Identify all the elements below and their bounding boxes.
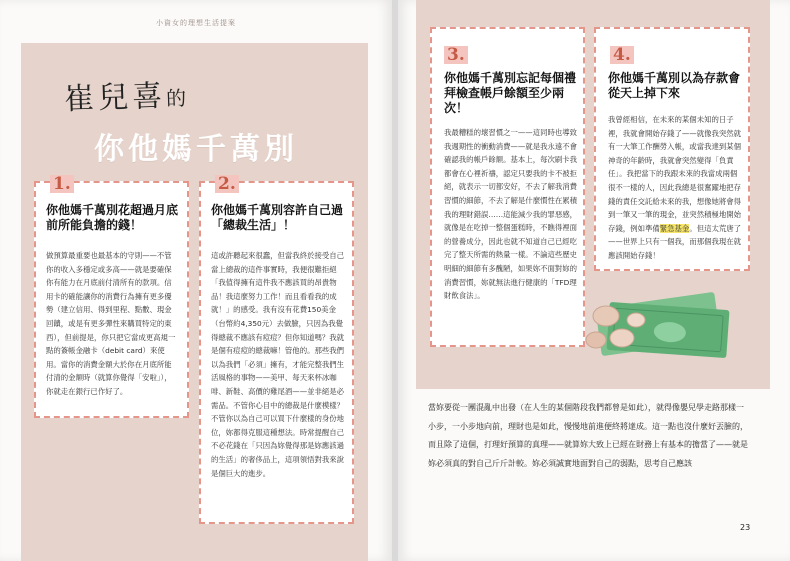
- tip-title: 你他媽千萬別以為存款會從天上掉下來: [608, 71, 741, 100]
- handwritten-title-suffix: 的: [165, 85, 191, 111]
- running-head: 小資女的理想生活提案: [156, 19, 236, 27]
- left-page: [0, 0, 392, 561]
- tip-body-after: 。但這太荒唐了——世界上只有一個我，而那個我現在就應該開始存錢！: [608, 223, 742, 260]
- tip-body: 我最糟糕的壞習慣之一——這同時也導致我週期性的衝動消費——就是我永遠不會確認我的帳戶餘額。基本上，每次刷卡我都會在心裡祈禱，認定只要我的卡不被拒絕，就表示一切都安好，不去了解我消費習慣的細節，不去了解是什麼慣性在累積我的理財錯誤……這能減少我的罪惡感，就像是在吃掉一整個蛋糕時，不瞧得裡面的營養成分，因此也就不知道自己已經吃完了整天所需的熱量一樣。不論這些歷史明細的細節有多醜陋，如果妳不面對妳的消費習慣，妳就無法進行健康的「TFD理財飲食法」。: [444, 128, 578, 301]
- tip-title: 你他媽千萬別容許自己過「總裁生活」！: [211, 203, 344, 232]
- tip-card-3: [430, 27, 585, 347]
- chapter-title: 你他媽千萬別: [94, 132, 298, 167]
- tip-title: 你他媽千萬別忘記每個禮拜檢查帳戶餘額至少兩次！: [444, 71, 577, 115]
- tip-card-2: [199, 174, 354, 524]
- paragraph-text: 當妳要從一團混亂中出發（在人生的某個階段我們都曾是如此），就得像嬰兒學走路那樣一小步，一小步地向前，理財也是如此，慢慢地前進便終將達成。這一點也沒什麼好丟臉的，而且除了這個，打理好預算的真理——就算妳大致上已經在財務上有基本的擔當了——就是妳必須真的對自己斤斤計較。妳必須誠實地面對自己的弱點，思考自己應該: [428, 403, 748, 468]
- tip-body: 做預算最重要也最基本的守則——不管你的收入多穩定或多高——就是要確保你有能力在月底前付清所有的款項。信用卡的確能讓你的消費行為擁有更多優勢（建立信用、得到里程、點數、現金回饋，或是有更多彈性來購買特定的東西），但前提是，你只把它當成更高規一點的簽帳金融卡（debit card）來使用。當你的消費金額大於你在月底所能付清的金額時（就算你覺得「安啦」），你就走在銀行已作好了。: [46, 251, 176, 396]
- handwritten-title: [63, 70, 190, 118]
- handwritten-title-main: 崔兒喜: [63, 78, 167, 118]
- body-paragraph: [428, 399, 748, 473]
- tip-body-before: 我曾經相信，在未來的某個未知的日子裡，我就會開始存錢了——就像我突然就有一大筆工作酬勞入帳，或當我達到某個神奇的年齡時，我就會突然變得「負責任」。我把當下的我跟未來的我當成兩個很不一樣的人，因此我總是很奮躍地把存錢的責任交託給未來的我，想像她將會得到一筆又一筆的現金，並突然積極地開始存錢，例如準備: [608, 115, 742, 233]
- tip-number: 3.: [444, 46, 468, 64]
- highlighted-term: 緊急基金: [659, 223, 690, 233]
- tip-number: 2.: [215, 175, 239, 193]
- tip-number: 1.: [50, 175, 74, 193]
- page-number: 23: [740, 523, 751, 532]
- tip-card-4: [594, 27, 750, 271]
- tip-body: [608, 113, 742, 263]
- tip-card-1: [34, 174, 189, 418]
- tip-body: 這或許聽起來很蠢，但當我終於接受自己當上總裁的這件事實時，我便很難拒絕「我值得擁有這件我不應該買的昂貴物品！我這麼努力工作！而且看看我的成就！」的感受。我有沒有花費150美金（台幣約4,350元）去做臉，只因為我覺得總裁不應該有痘痘？但你知道嗎？我就是個有痘痘的總裁嘛！管他的。那些我們以為我們「必須」擁有，才能完整我們生活風格的事物——美甲、每天來杯冰咖啡、新鞋、高價的雞尾酒——並非絕是必需品。不管你心目中的總裁是什麼模樣？不管你以為自己可以買下什麼樣的身份地位，妳都得克服這種想法。時常提醒自己不必花錢在「只因為妳覺得那是妳應該過的生活」的奢侈品上，這項領悟對我來說是個巨大的進步。: [211, 251, 345, 478]
- banknote-icon: [595, 292, 729, 358]
- tip-number: 4.: [610, 46, 634, 64]
- money-illustration: [578, 282, 738, 362]
- tip-title: 你他媽千萬別花超過月底前所能負擔的錢！: [46, 203, 179, 232]
